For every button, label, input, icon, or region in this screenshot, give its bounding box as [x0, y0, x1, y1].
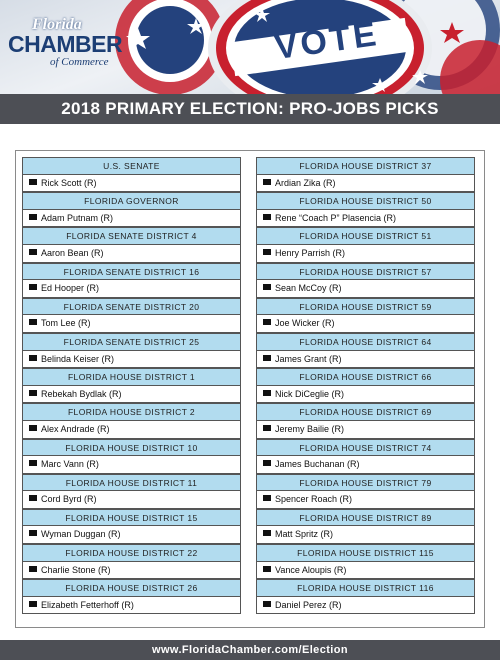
race-header: FLORIDA HOUSE DISTRICT 10	[22, 439, 241, 457]
florida-chamber-logo	[8, 16, 128, 76]
candidate-row	[22, 526, 241, 544]
check-box-icon	[29, 425, 37, 431]
race-header: FLORIDA HOUSE DISTRICT 50	[256, 192, 475, 210]
header-banner	[0, 0, 500, 94]
candidate-name: Matt Spritz (R)	[275, 529, 334, 540]
check-box-icon	[29, 601, 37, 607]
candidate-row	[22, 210, 241, 228]
check-box-icon	[29, 319, 37, 325]
candidate-name: Ardian Zika (R)	[275, 177, 336, 188]
candidate-name: Alex Andrade (R)	[41, 423, 110, 434]
race-header: FLORIDA HOUSE DISTRICT 74	[256, 439, 475, 457]
check-box-icon	[263, 530, 271, 536]
candidate-name: Charlie Stone (R)	[41, 564, 111, 575]
race-header: FLORIDA HOUSE DISTRICT 15	[22, 509, 241, 527]
race-header: FLORIDA HOUSE DISTRICT 37	[256, 157, 475, 175]
candidate-name: Elizabeth Fetterhoff (R)	[41, 599, 134, 610]
candidate-row	[22, 562, 241, 580]
check-box-icon	[29, 249, 37, 255]
race-header: FLORIDA HOUSE DISTRICT 26	[22, 579, 241, 597]
race-header: FLORIDA SENATE DISTRICT 16	[22, 263, 241, 281]
check-box-icon	[263, 601, 271, 607]
race-header: FLORIDA SENATE DISTRICT 4	[22, 227, 241, 245]
check-box-icon	[263, 319, 271, 325]
check-box-icon	[29, 566, 37, 572]
candidate-name: Jeremy Bailie (R)	[275, 423, 345, 434]
candidate-row	[22, 597, 241, 615]
candidate-row	[256, 280, 475, 298]
candidate-name: Belinda Keiser (R)	[41, 353, 115, 364]
race-header: FLORIDA HOUSE DISTRICT 59	[256, 298, 475, 316]
candidate-row	[256, 175, 475, 193]
check-box-icon	[29, 530, 37, 536]
candidate-row	[256, 421, 475, 439]
candidate-name: Cord Byrd (R)	[41, 494, 97, 505]
candidate-row	[256, 456, 475, 474]
check-box-icon	[263, 460, 271, 466]
check-box-icon	[29, 390, 37, 396]
page-title: 2018 PRIMARY ELECTION: PRO-JOBS PICKS	[0, 94, 500, 124]
race-header: FLORIDA HOUSE DISTRICT 2	[22, 403, 241, 421]
check-box-icon	[263, 355, 271, 361]
race-header: FLORIDA HOUSE DISTRICT 66	[256, 368, 475, 386]
candidate-row	[22, 280, 241, 298]
race-header: FLORIDA HOUSE DISTRICT 11	[22, 474, 241, 492]
logo-florida-text: Florida	[32, 16, 82, 33]
race-header: FLORIDA HOUSE DISTRICT 115	[256, 544, 475, 562]
candidate-row	[22, 456, 241, 474]
vote-text: VOTE	[272, 14, 382, 68]
race-header: FLORIDA SENATE DISTRICT 20	[22, 298, 241, 316]
candidate-name: Rene “Coach P” Plasencia (R)	[275, 212, 397, 223]
race-header: FLORIDA HOUSE DISTRICT 64	[256, 333, 475, 351]
race-header: FLORIDA HOUSE DISTRICT 51	[256, 227, 475, 245]
check-box-icon	[29, 179, 37, 185]
candidate-row	[256, 491, 475, 509]
candidate-row	[256, 210, 475, 228]
race-header: FLORIDA GOVERNOR	[22, 192, 241, 210]
race-header: FLORIDA HOUSE DISTRICT 22	[22, 544, 241, 562]
race-header: FLORIDA HOUSE DISTRICT 89	[256, 509, 475, 527]
candidate-row	[22, 351, 241, 369]
candidate-row	[22, 245, 241, 263]
check-box-icon	[263, 284, 271, 290]
check-box-icon	[29, 355, 37, 361]
candidate-name: Wyman Duggan (R)	[41, 529, 121, 540]
check-box-icon	[263, 179, 271, 185]
check-box-icon	[29, 284, 37, 290]
race-header: FLORIDA SENATE DISTRICT 25	[22, 333, 241, 351]
candidate-name: James Grant (R)	[275, 353, 342, 364]
candidate-name: James Buchanan (R)	[275, 459, 360, 470]
candidate-name: Sean McCoy (R)	[275, 283, 342, 294]
candidate-name: Joe Wicker (R)	[275, 318, 335, 329]
candidate-name: Ed Hooper (R)	[41, 283, 100, 294]
candidate-name: Aaron Bean (R)	[41, 247, 104, 258]
candidate-row	[256, 562, 475, 580]
race-header: FLORIDA HOUSE DISTRICT 57	[256, 263, 475, 281]
check-box-icon	[263, 425, 271, 431]
candidate-row	[256, 351, 475, 369]
left-column	[22, 157, 241, 614]
candidate-name: Henry Parrish (R)	[275, 247, 346, 258]
candidate-row	[256, 315, 475, 333]
check-box-icon	[29, 460, 37, 466]
candidate-row	[256, 526, 475, 544]
check-box-icon	[263, 390, 271, 396]
race-header: FLORIDA HOUSE DISTRICT 79	[256, 474, 475, 492]
race-header: FLORIDA HOUSE DISTRICT 69	[256, 403, 475, 421]
footer-url[interactable]: www.FloridaChamber.com/Election	[0, 640, 500, 660]
right-column	[256, 157, 475, 614]
candidate-name: Tom Lee (R)	[41, 318, 91, 329]
candidate-name: Adam Putnam (R)	[41, 212, 114, 223]
candidate-name: Marc Vann (R)	[41, 459, 99, 470]
candidate-row	[22, 175, 241, 193]
check-box-icon	[29, 214, 37, 220]
candidate-name: Rick Scott (R)	[41, 177, 97, 188]
candidate-row	[256, 386, 475, 404]
candidate-name: Daniel Perez (R)	[275, 599, 342, 610]
logo-chamber-text: CHAMBER	[8, 31, 123, 57]
candidate-name: Rebekah Bydlak (R)	[41, 388, 122, 399]
check-box-icon	[263, 495, 271, 501]
candidate-row	[22, 421, 241, 439]
check-box-icon	[29, 495, 37, 501]
candidate-row	[256, 245, 475, 263]
candidate-row	[22, 315, 241, 333]
candidate-name: Vance Aloupis (R)	[275, 564, 347, 575]
race-header: FLORIDA HOUSE DISTRICT 116	[256, 579, 475, 597]
candidate-name: Nick DiCeglie (R)	[275, 388, 345, 399]
check-box-icon	[263, 566, 271, 572]
race-header: U.S. SENATE	[22, 157, 241, 175]
candidate-row	[22, 491, 241, 509]
candidate-row	[22, 386, 241, 404]
candidate-name: Spencer Roach (R)	[275, 494, 353, 505]
check-box-icon	[263, 214, 271, 220]
race-header: FLORIDA HOUSE DISTRICT 1	[22, 368, 241, 386]
candidate-row	[256, 597, 475, 615]
check-box-icon	[263, 249, 271, 255]
logo-commerce-text: of Commerce	[50, 56, 109, 68]
